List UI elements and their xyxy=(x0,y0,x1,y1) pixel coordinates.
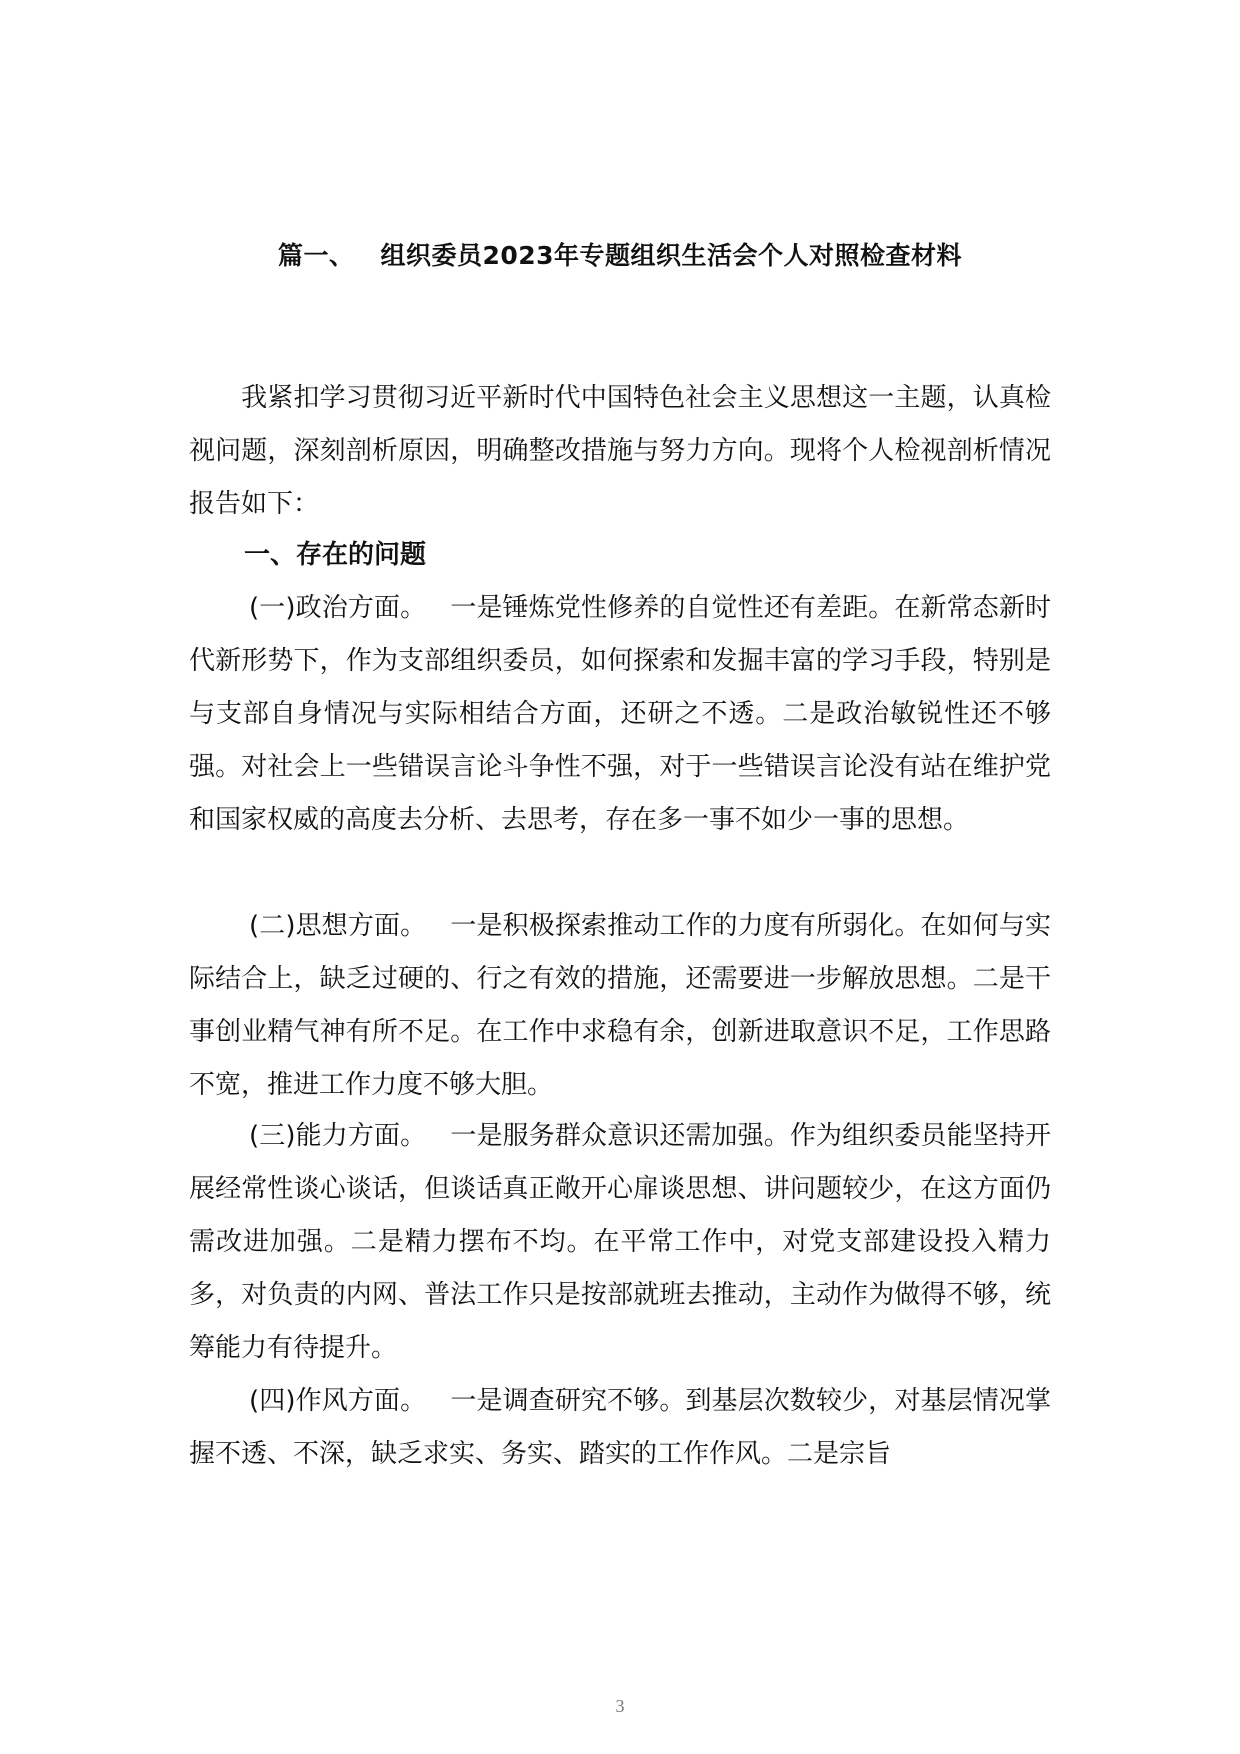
section-text: 一是调查研究不够。到基层次数较少，对基层情况掌握不透、不深，缺乏求实、务实、踏实的工作作风。二是宗旨 xyxy=(189,1386,1051,1469)
title-prefix: 篇一、 xyxy=(277,241,355,270)
title-main: 组织委员2023年专题组织生活会个人对照检查材料 xyxy=(380,241,963,270)
section-text: 一是积极探索推动工作的力度有所弱化。在如何与实际结合上，缺乏过硬的、行之有效的措施，还需要进一步解放思想。二是干事创业精气神有所不足。在工作中求稳有余，创新进取意识不足，工作思路不宽，推进工作力度不够大胆。 xyxy=(189,911,1051,1100)
section-heading-problems: 一、存在的问题 xyxy=(244,540,427,570)
intro-paragraph xyxy=(189,372,1051,531)
section-label: (一)政治方面。 xyxy=(249,593,427,623)
page-number: 3 xyxy=(615,1696,625,1716)
section-ability xyxy=(189,1110,1051,1375)
section-text: 一是锤炼党性修养的自觉性还有差距。在新常态新时代新形势下，作为支部组织委员，如何探索和发掘丰富的学习手段，特别是与支部自身情况与实际相结合方面，还研之不透。二是政治敏锐性还不够强。对社会上一些错误言论斗争性不强，对于一些错误言论没有站在维护党和国家权威的高度去分析、去思考，存在多一事不如少一事的思想。 xyxy=(189,593,1051,835)
section-political xyxy=(189,582,1051,847)
intro-text: 我紧扣学习贯彻习近平新时代中国特色社会主义思想这一主题，认真检视问题，深刻剖析原因，明确整改措施与努力方向。现将个人检视剖析情况报告如下： xyxy=(189,383,1051,519)
section-thought xyxy=(189,900,1051,1112)
section-text: 一是服务群众意识还需加强。作为组织委员能坚持开展经常性谈心谈话，但谈话真正敞开心扉谈思想、讲问题较少，在这方面仍需改进加强。二是精力摆布不均。在平常工作中，对党支部建设投入精力多，对负责的内网、普法工作只是按部就班去推动，主动作为做得不够，统筹能力有待提升。 xyxy=(189,1121,1051,1363)
section-style xyxy=(189,1375,1051,1481)
document-title xyxy=(0,236,1240,272)
section-label: (四)作风方面。 xyxy=(249,1386,427,1416)
section-label: (二)思想方面。 xyxy=(249,911,427,941)
section-label: (三)能力方面。 xyxy=(249,1121,427,1151)
